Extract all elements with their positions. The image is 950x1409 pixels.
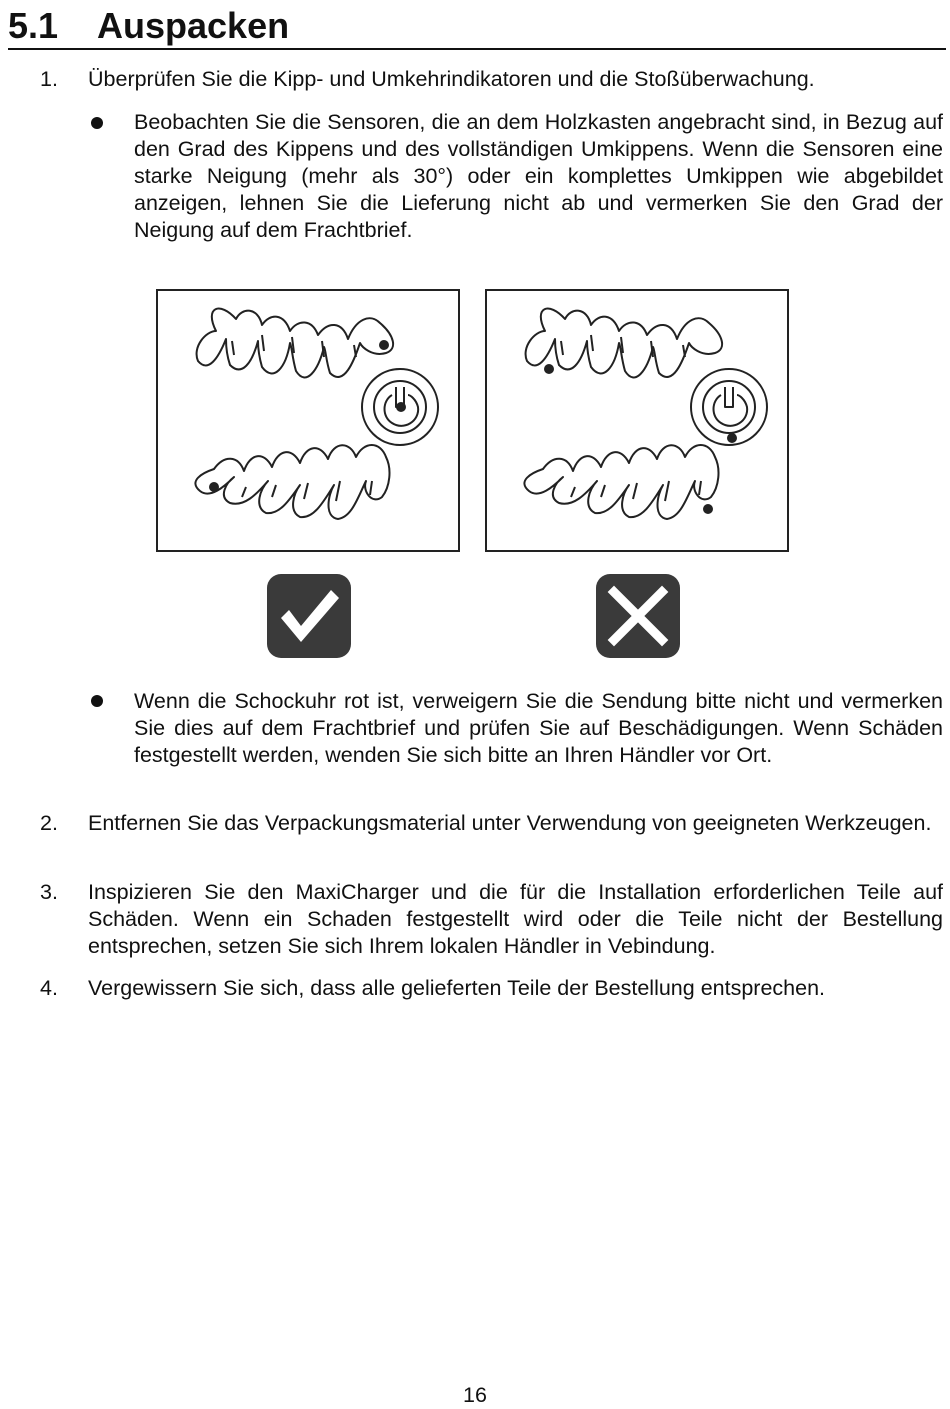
step-text-2: Entfernen Sie das Verpackungsmaterial unter Verwendung von geeigneten Werkzeugen. xyxy=(88,811,932,835)
section-title: Auspacken xyxy=(97,5,290,46)
step-text-3: Inspizieren Sie den MaxiCharger und die für die Installation erforderlichen Teile auf Schäden. Wenn ein Schaden festgestellt wird oder die Teile nicht der Bestellung entsprechen, setzen Sie sich Ihrem lokalen Händler in Vebindung. xyxy=(88,880,943,958)
bullet-icon xyxy=(91,695,103,707)
step-number-2: 2. xyxy=(40,811,58,835)
cross-icon xyxy=(596,574,680,658)
step-number-3: 3. xyxy=(40,880,58,904)
step-text-1: Überprüfen Sie die Kipp- und Umkehrindikatoren und die Stoßüberwachung. xyxy=(88,67,815,91)
tilt-indicator-panel-ok xyxy=(156,289,460,552)
section-heading xyxy=(8,4,946,50)
page-number: 16 xyxy=(463,1383,487,1407)
bullet-icon xyxy=(91,117,103,129)
bullet-text-1: Beobachten Sie die Sensoren, die an dem Holzkasten angebracht sind, in Bezug auf den Grad des Kippens und des vollständigen Umkippens. Wenn die Sensoren eine starke Neigung (mehr als 30°) oder ein komplettes Umkippen wie abgebildet anzeigen, lehnen Sie die Lieferung nicht ab und vermerken Sie den Grad der Neigung auf dem Frachtbrief. xyxy=(134,110,943,242)
bullet-text-2: Wenn die Schockuhr rot ist, verweigern Sie die Sendung bitte nicht und vermerken Sie dies auf dem Frachtbrief und prüfen Sie auf Beschädigungen. Wenn Schäden festgestellt werden, wenden Sie sich bitte an Ihren Händler vor Ort. xyxy=(134,689,943,767)
checkmark-icon xyxy=(267,574,351,658)
step-text-4: Vergewissern Sie sich, dass alle gelieferten Teile der Bestellung entsprechen. xyxy=(88,976,826,1000)
tilt-indicator-illustration xyxy=(487,291,791,554)
step-number-1: 1. xyxy=(40,67,58,91)
tilt-indicator-illustration xyxy=(158,291,462,554)
step-number-4: 4. xyxy=(40,976,58,1000)
tilt-indicator-panel-tipped xyxy=(485,289,789,552)
section-number: 5.1 xyxy=(8,5,59,46)
